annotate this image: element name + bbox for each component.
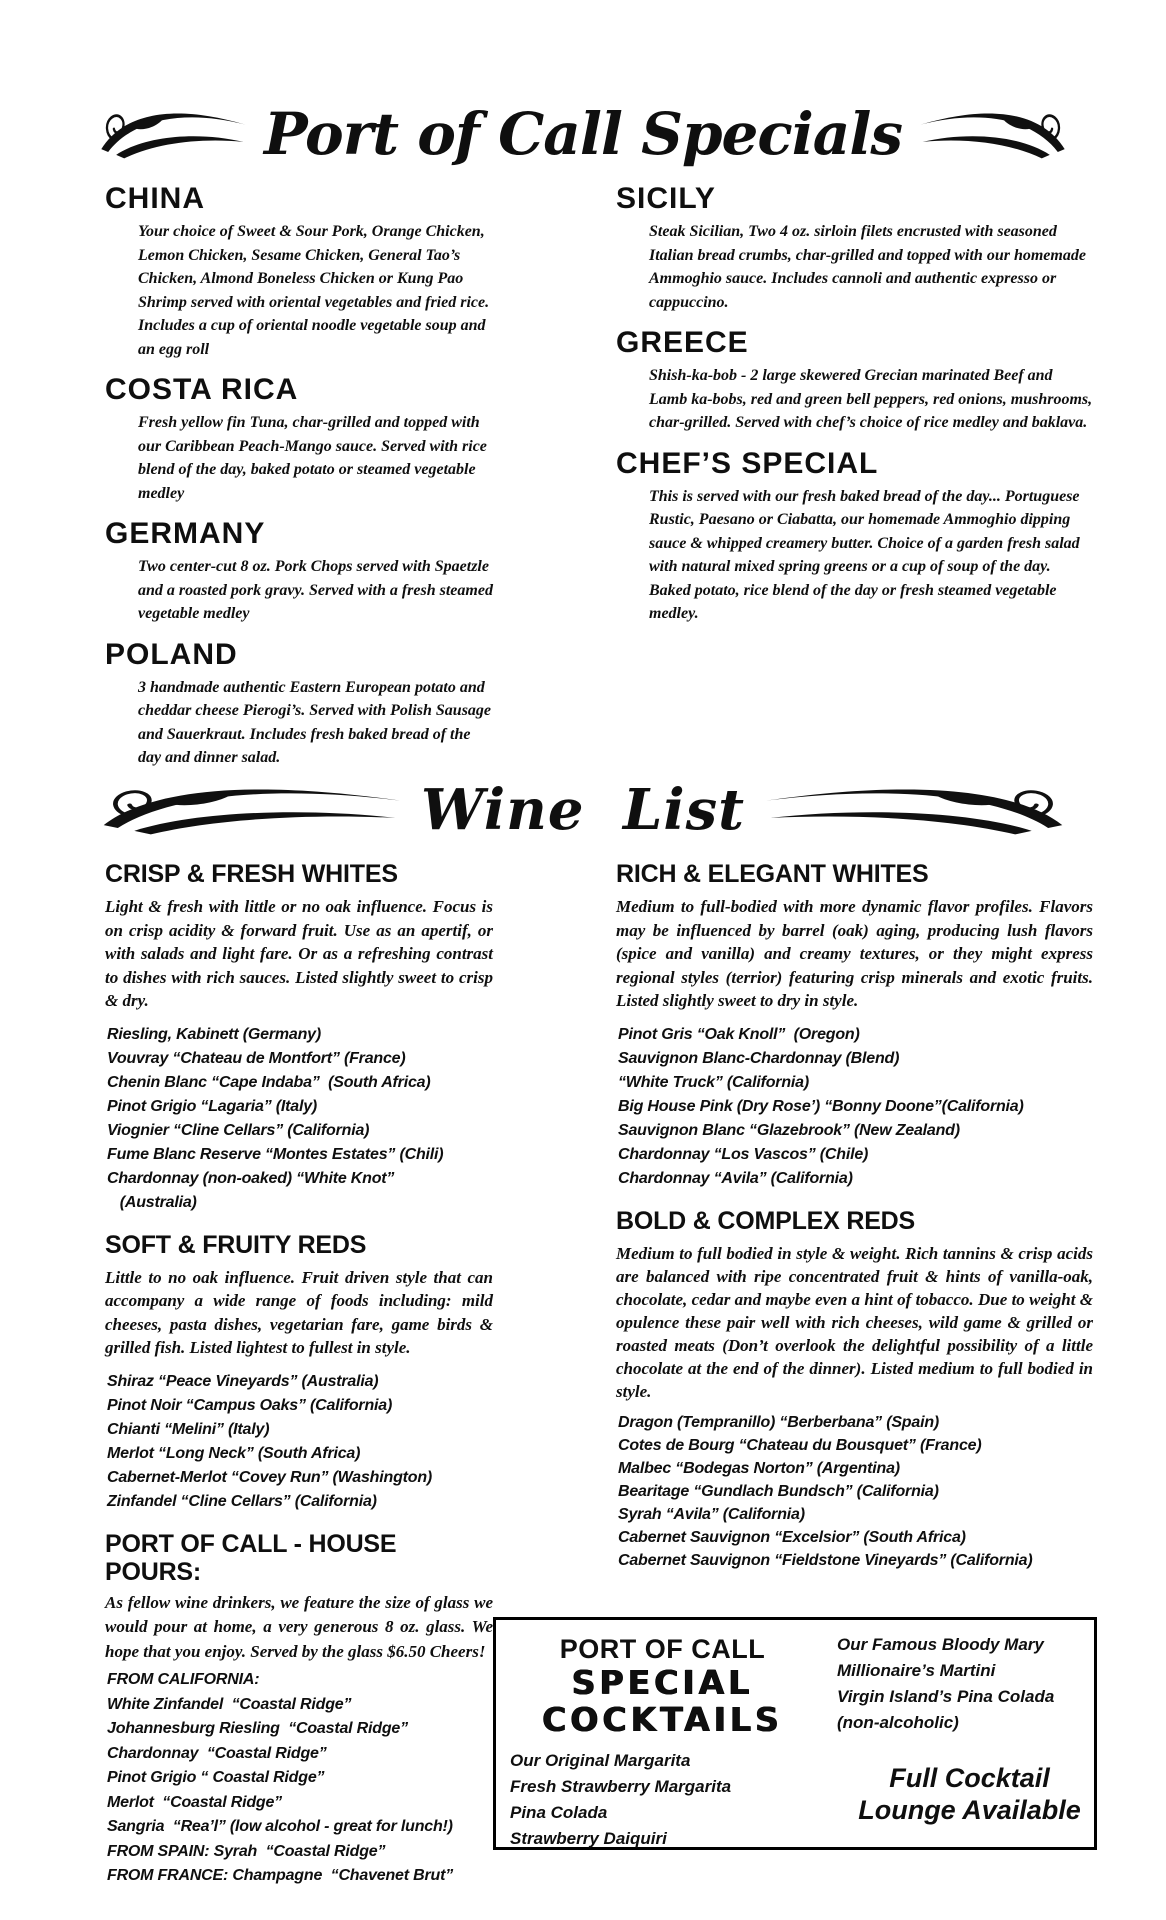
menu-section-germany xyxy=(105,518,493,626)
wine-item-list xyxy=(618,1023,1093,1191)
wine-item: Malbec “Bodegas Norton” (Argentina) xyxy=(618,1459,900,1477)
section-description: Shish-ka-bob - 2 large skewered Grecian marinated Beef and Lamb ka-bobs, red and green bell peppers, red onions, mushrooms, char-grilled. Served with chef’s choice of rice medley and baklava. xyxy=(649,367,1093,431)
section-description: Two center-cut 8 oz. Pork Chops served with Spaetzle and a roasted pork gravy. Served with a fresh steamed vegetable medley xyxy=(138,558,493,622)
menu-section-poland xyxy=(105,639,493,770)
flourish-left-icon xyxy=(99,782,405,838)
wine-item: Viognier “Cline Cellars” (California) xyxy=(107,1121,370,1139)
menu-section-sicily xyxy=(616,183,1093,314)
wine-item: Chenin Blanc “Cape Indaba” (South Africa) xyxy=(107,1073,431,1091)
wine-section-soft-fruity-reds xyxy=(105,1231,493,1514)
section-description: Steak Sicilian, Two 4 oz. sirloin filets encrusted with seasoned Italian bread crumbs, char-grilled and topped with our homemade Ammoghio sauce. Includes cannoli and authentic expresso or cappuccino. xyxy=(649,223,1086,311)
wine-item: Sauvignon Blanc-Chardonnay (Blend) xyxy=(618,1049,900,1067)
wine-item: Chianti “Melini” (Italy) xyxy=(107,1420,270,1438)
section-heading: GREECE xyxy=(616,326,749,359)
flourish-left-icon xyxy=(99,106,248,162)
wine-item: Chardonnay “Avila” (California) xyxy=(618,1169,853,1187)
wine-item: Cotes de Bourg “Chateau du Bousquet” (France) xyxy=(618,1436,982,1454)
column-gutter xyxy=(493,183,616,783)
wine-section-heading: CRISP & FRESH WHITES xyxy=(105,860,398,888)
wine-item: Riesling, Kabinett (Germany) xyxy=(107,1025,321,1043)
wine-item: (Australia) xyxy=(107,1193,197,1211)
wine-item-list xyxy=(618,1411,1093,1572)
wine-item: Pinot Grigio “ Coastal Ridge” xyxy=(107,1769,325,1786)
wine-item: “White Truck” (California) xyxy=(618,1073,809,1091)
wine-item: Vouvray “Chateau de Montfort” (France) xyxy=(107,1049,406,1067)
section-description: 3 handmade authentic Eastern European potato and cheddar cheese Pierogi’s. Served with Polish Sausage and Sauerkraut. Includes fresh baked bread of the day and dinner salad. xyxy=(138,678,492,766)
specials-column-right xyxy=(616,183,1093,783)
menu-section-china xyxy=(105,183,493,361)
wine-item: Bearitage “Gundlach Bundsch” (California) xyxy=(618,1482,939,1500)
cocktail-item: Millionaire’s Martini xyxy=(837,1661,996,1680)
cocktail-item-list xyxy=(837,1632,1102,1736)
wine-section-heading: RICH & ELEGANT WHITES xyxy=(616,860,929,888)
wine-item: Big House Pink (Dry Rose’) “Bonny Doone”(California) xyxy=(618,1097,1024,1115)
cocktail-item: Our Original Margarita xyxy=(510,1751,691,1770)
wine-list-title: Wine List xyxy=(420,777,746,843)
menu-section-costa-rica xyxy=(105,374,493,505)
wine-item: Merlot “Long Neck” (South Africa) xyxy=(107,1444,361,1462)
wine-section-crisp-fresh-whites xyxy=(105,860,493,1215)
wine-section-description: Medium to full bodied in style & weight. Rich tannins & crisp acids are balanced with ripe concentrated fruit & hints of vanilla-oak, chocolate, cedar and maybe even a hint of tobacco. Due to weight & opulence these pair well with rich cheeses, wild game & grilled or roasted meats (Don’t overlook the delightful possibility of a little chocolate at the end of the dinner). Listed medium to full bodied in style. xyxy=(616,1243,1093,1401)
section-heading: CHEF’S SPECIAL xyxy=(616,446,879,480)
wine-item: Zinfandel “Cline Cellars” (California) xyxy=(107,1492,377,1510)
section-heading: SICILY xyxy=(616,182,716,215)
flourish-right-icon xyxy=(761,782,1067,838)
wine-item: Shiraz “Peace Vineyards” (Australia) xyxy=(107,1372,379,1390)
section-heading: CHINA xyxy=(105,182,205,215)
wine-item-list xyxy=(107,1668,493,1889)
wine-section-heading: BOLD & COMPLEX REDS xyxy=(616,1206,915,1235)
cocktail-item-list xyxy=(510,1748,815,1852)
wine-item: Cabernet Sauvignon “Fieldstone Vineyards” (California) xyxy=(618,1551,1033,1569)
wine-item: White Zinfandel “Coastal Ridge” xyxy=(107,1695,352,1713)
wine-section-house-pours xyxy=(105,1530,493,1889)
menu-section-greece xyxy=(616,327,1093,435)
cocktail-item: Fresh Strawberry Margarita xyxy=(510,1777,732,1796)
specials-column-left xyxy=(105,183,493,783)
section-description: This is served with our fresh baked bread of the day... Portuguese Rustic, Paesano or Ciabatta, our homemade Ammoghio dipping sauce & whipped creamery butter. Choice of a garden fresh salad with natural mixed spring greens or a cup of soup of the day. Baked potato, rice blend of the day or fresh steamed vegetable medley. xyxy=(649,487,1080,622)
wine-item: FROM SPAIN: Syrah “Coastal Ridge” xyxy=(107,1842,386,1860)
flourish-right-icon xyxy=(918,106,1067,162)
wine-item-list xyxy=(107,1370,493,1514)
cocktail-item: Strawberry Daiquiri xyxy=(510,1829,667,1848)
wine-item: Pinot Noir “Campus Oaks” (California) xyxy=(107,1396,393,1414)
cocktails-title-line2: SPECIAL xyxy=(571,1663,754,1702)
wine-item: Syrah “Avila” (California) xyxy=(618,1505,805,1523)
cocktails-box-title xyxy=(510,1634,815,1738)
section-heading: POLAND xyxy=(105,637,238,671)
wine-column-left xyxy=(105,860,493,1889)
wine-section-rich-elegant-whites xyxy=(616,860,1093,1191)
cocktail-lounge-note: Full Cocktail Lounge Available xyxy=(858,1763,1081,1825)
wine-item-list xyxy=(107,1023,493,1215)
wine-section-bold-complex-reds xyxy=(616,1207,1093,1572)
wine-item: Pinot Gris “Oak Knoll” (Oregon) xyxy=(618,1025,860,1043)
cocktails-box-right xyxy=(815,1632,1102,1837)
wine-item: FROM FRANCE: Champagne “Chavenet Brut” xyxy=(107,1867,453,1884)
cocktail-item: Pina Colada xyxy=(510,1803,608,1822)
cocktail-item: Our Famous Bloody Mary xyxy=(837,1635,1044,1654)
wine-section-heading: PORT OF CALL - HOUSE POURS: xyxy=(105,1529,397,1586)
wine-item: Merlot “Coastal Ridge” xyxy=(107,1793,282,1811)
wine-item: Sauvignon Blanc “Glazebrook” (New Zealand) xyxy=(618,1121,960,1139)
page-title: Port of Call Specials xyxy=(263,100,903,168)
cocktail-item: (non-alcoholic) xyxy=(837,1713,959,1732)
wine-list-banner xyxy=(99,772,1067,848)
wine-section-description: As fellow wine drinkers, we feature the size of glass we would pour at home, a very generous 8 oz. glass. We hope that you enjoy. Served by the glass $6.50 Cheers! xyxy=(105,1592,493,1661)
wine-item: Chardonnay “Coastal Ridge” xyxy=(107,1744,327,1762)
wine-item: Pinot Grigio “Lagaria” (Italy) xyxy=(107,1097,318,1115)
wine-section-description: Light & fresh with little or no oak influence. Focus is on crisp acidity & forward fruit. Use as an apertif, or with salads and light fare. Or as a refreshing contrast to dishes with rich sauces. Listed slightly sweet to crisp & dry. xyxy=(105,897,493,1010)
wine-section-description: Little to no oak influence. Fruit driven style that can accompany a wide range of foods including: mild cheeses, pasta dishes, vegetarian fare, game birds & grilled fish. Listed lightest to fullest in style. xyxy=(105,1267,493,1357)
menu-section-chefs-special xyxy=(616,448,1093,626)
wine-item: Cabernet-Merlot “Covey Run” (Washington) xyxy=(107,1468,433,1486)
section-description: Your choice of Sweet & Sour Pork, Orange Chicken, Lemon Chicken, Sesame Chicken, General Tao’s Chicken, Almond Boneless Chicken or Kung Pao Shrimp served with oriental vegetables and fried rice. Includes a cup of oriental noodle vegetable soup and an egg roll xyxy=(138,223,490,358)
cocktails-title-line1: PORT OF CALL xyxy=(559,1634,766,1664)
wine-item: Chardonnay (non-oaked) “White Knot” xyxy=(107,1169,395,1187)
special-cocktails-box xyxy=(493,1617,1097,1850)
wine-item: Cabernet Sauvignon “Excelsior” (South Africa) xyxy=(618,1528,966,1546)
wine-section-description: Medium to full-bodied with more dynamic flavor profiles. Flavors may be influenced by barrel (oak) aging, producing lush flavors (spice and vanilla) and creamy textures, or they might express regional styles (terrior) featuring crisp minerals and exotic fruits. Listed slightly sweet to dry in style. xyxy=(616,897,1093,1010)
specials-columns xyxy=(105,183,1093,783)
wine-item: FROM CALIFORNIA: xyxy=(107,1671,260,1688)
wine-item: Johannesburg Riesling “Coastal Ridge” xyxy=(107,1720,408,1737)
specials-banner xyxy=(99,92,1067,176)
section-heading: COSTA RICA xyxy=(105,373,299,406)
wine-item: Dragon (Tempranillo) “Berberbana” (Spain) xyxy=(618,1413,940,1431)
wine-item: Sangria “Rea’l” (low alcohol - great for lunch!) xyxy=(107,1818,453,1835)
section-heading: GERMANY xyxy=(105,517,266,550)
wine-item: Chardonnay “Los Vascos” (Chile) xyxy=(618,1145,869,1163)
section-description: Fresh yellow fin Tuna, char-grilled and topped with our Caribbean Peach-Mango sauce. Served with rice blend of the day, baked potato or steamed vegetable medley xyxy=(138,414,487,502)
wine-section-heading: SOFT & FRUITY REDS xyxy=(105,1230,367,1259)
cocktails-title-line3: COCKTAILS xyxy=(542,1700,783,1739)
wine-item: Fume Blanc Reserve “Montes Estates” (Chili) xyxy=(107,1145,444,1163)
spacer xyxy=(837,1826,1102,1837)
cocktails-box-left xyxy=(510,1632,815,1848)
cocktail-item: Virgin Island’s Pina Colada xyxy=(837,1687,1055,1706)
